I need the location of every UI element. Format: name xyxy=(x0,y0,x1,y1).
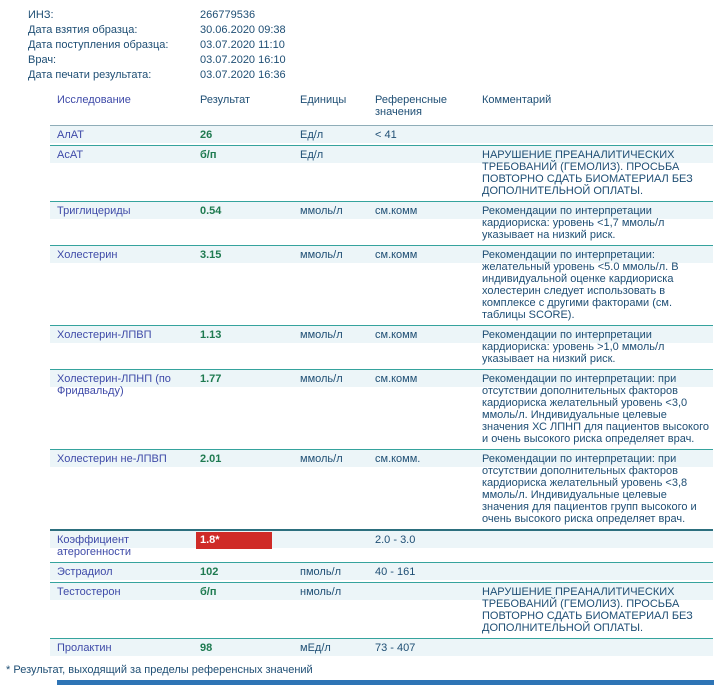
meta-row xyxy=(28,38,720,53)
result-cell: 2.01 xyxy=(200,453,222,465)
result-cell: 98 xyxy=(200,642,213,654)
meta-row xyxy=(28,23,720,38)
table-row xyxy=(50,145,713,201)
reference-cell: 40 - 161 xyxy=(375,566,416,578)
sample-meta xyxy=(0,0,720,83)
table-row xyxy=(50,126,713,145)
comment-cell: Рекомендации по интерпретации: при отсутствии дополнительных факторов кардиориска желательный уровень <3,8 ммоль/л. Индивидуальные целевые значения для пациентов групп высокого и очень высокого риска определяет врач. xyxy=(482,453,697,525)
reference-cell xyxy=(375,146,482,201)
reference-cell: см.комм xyxy=(375,329,418,341)
meta-label: Дата взятия образца: xyxy=(28,24,138,36)
table-body xyxy=(50,126,713,658)
comment-cell: Рекомендации по интерпретации кардиориска: уровень >1,0 ммоль/л указывает на низкий риск. xyxy=(482,329,665,365)
header-result: Результат xyxy=(200,94,251,106)
meta-label: Дата печати результата: xyxy=(28,69,152,81)
result-cell: б/п xyxy=(200,586,217,598)
test-name-cell: Холестерин xyxy=(57,249,118,261)
reference-cell: см.комм. xyxy=(375,453,421,465)
reference-cell: < 41 xyxy=(375,129,397,141)
header-units: Единицы xyxy=(300,94,347,106)
result-cell: 102 xyxy=(200,566,219,578)
meta-label: Дата поступления образца: xyxy=(28,39,169,51)
units-cell: ммоль/л xyxy=(300,205,343,217)
meta-value: 266779536 xyxy=(200,9,256,21)
units-cell: Ед/л xyxy=(300,149,324,161)
header-test: Исследование xyxy=(57,94,131,106)
units-cell xyxy=(300,531,375,562)
units-cell: Ед/л xyxy=(300,129,324,141)
test-name-cell: Триглицериды xyxy=(57,205,131,217)
comment-cell: Рекомендации по интерпретации кардиориска: уровень <1,7 ммоль/л указывает на низкий риск. xyxy=(482,205,665,241)
test-name-cell: Эстрадиол xyxy=(57,566,113,578)
meta-value: 03.07.2020 11:10 xyxy=(200,39,285,51)
units-cell: ммоль/л xyxy=(300,453,343,465)
comment-cell: НАРУШЕНИЕ ПРЕАНАЛИТИЧЕСКИХ ТРЕБОВАНИЙ (ГЕМОЛИЗ). ПРОСЬБА ПОВТОРНО СДАТЬ БИОМАТЕРИАЛ БЕЗ ДОПОЛНИТЕЛЬНОЙ ОПЛАТЫ. xyxy=(482,149,693,197)
units-cell: ммоль/л xyxy=(300,373,343,385)
meta-value: 03.07.2020 16:10 xyxy=(200,54,286,66)
units-cell: пмоль/л xyxy=(300,566,342,578)
table-row xyxy=(50,582,713,638)
table-row xyxy=(50,201,713,245)
reference-cell: 73 - 407 xyxy=(375,642,416,654)
reference-cell xyxy=(375,583,482,638)
result-cell: 0.54 xyxy=(200,205,222,217)
result-cell xyxy=(200,531,300,562)
table-row xyxy=(50,562,713,582)
comment-cell: Рекомендации по интерпретации: при отсутствии дополнительных факторов кардиориска желательный уровень <3,0 ммоль/л. Индивидуальные целевые значения ХС ЛПНП для пациентов высокого и очень высокого риска определяет врач. xyxy=(482,373,710,445)
units-cell: нмоль/л xyxy=(300,586,342,598)
test-name-cell: Тестостерон xyxy=(57,586,121,598)
meta-label: ИНЗ: xyxy=(28,9,54,21)
meta-value: 03.07.2020 16:36 xyxy=(200,69,286,81)
units-cell: мЕд/л xyxy=(300,642,331,654)
result-cell: 26 xyxy=(200,129,213,141)
footnote: * Результат, выходящий за пределы референсных значений xyxy=(6,664,313,676)
test-name-cell: Холестерин-ЛПНП (по Фридвальду) xyxy=(57,373,171,397)
test-name-cell: Пролактин xyxy=(57,642,112,654)
test-name-cell: АлАТ xyxy=(57,129,84,141)
meta-row xyxy=(28,8,720,23)
units-cell: ммоль/л xyxy=(300,329,343,341)
comment-cell: НАРУШЕНИЕ ПРЕАНАЛИТИЧЕСКИХ ТРЕБОВАНИЙ (ГЕМОЛИЗ). ПРОСЬБА ПОВТОРНО СДАТЬ БИОМАТЕРИАЛ БЕЗ ДОПОЛНИТЕЛЬНОЙ ОПЛАТЫ. xyxy=(482,586,693,634)
result-cell: 3.15 xyxy=(200,249,222,261)
meta-value: 30.06.2020 09:38 xyxy=(200,24,286,36)
comment-cell: Рекомендации по интерпретации: желательный уровень <5.0 ммоль/л. В индивидуальной оценке кардиориска холестерин следует использовать в комплексе с другими факторами (см. таблицы SCORE). xyxy=(482,249,679,321)
table-row xyxy=(50,325,713,369)
table-row xyxy=(50,529,713,562)
bottom-scrollbar[interactable] xyxy=(57,680,714,685)
table-row xyxy=(50,449,713,529)
header-reference: Референсные значения xyxy=(375,94,448,118)
comment-cell xyxy=(482,126,713,145)
test-name-cell: АсАТ xyxy=(57,149,84,161)
table-row xyxy=(50,245,713,325)
result-cell: б/п xyxy=(200,149,217,161)
test-name-cell: Коэффициент атерогенности xyxy=(57,534,131,558)
table-row xyxy=(50,638,713,658)
comment-cell xyxy=(482,639,713,658)
reference-cell: см.комм xyxy=(375,373,418,385)
out-of-range-result: 1.8* xyxy=(196,532,272,549)
result-cell: 1.77 xyxy=(200,373,222,385)
units-cell: ммоль/л xyxy=(300,249,343,261)
reference-cell: см.комм xyxy=(375,249,418,261)
comment-cell xyxy=(482,531,713,562)
table-row xyxy=(50,369,713,449)
reference-cell: см.комм xyxy=(375,205,418,217)
results-table xyxy=(50,89,713,658)
result-cell: 1.13 xyxy=(200,329,222,341)
table-header-row xyxy=(50,89,713,126)
test-name-cell: Холестерин не-ЛПВП xyxy=(57,453,167,465)
meta-label: Врач: xyxy=(28,54,57,66)
test-name-cell: Холестерин-ЛПВП xyxy=(57,329,152,341)
meta-row xyxy=(28,68,720,83)
comment-cell xyxy=(482,563,713,582)
reference-cell: 2.0 - 3.0 xyxy=(375,534,416,546)
header-comment: Комментарий xyxy=(482,94,552,106)
meta-row xyxy=(28,53,720,68)
